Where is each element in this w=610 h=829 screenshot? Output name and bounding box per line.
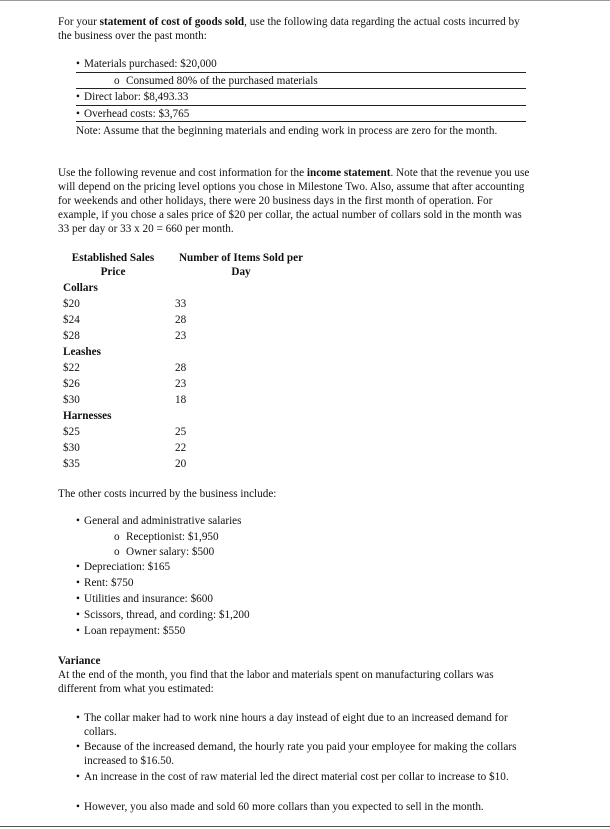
- variance-item-text: However, you also made and sold 60 more collars than you expected to sell in the month.: [84, 801, 484, 813]
- qty-cell: 20: [175, 458, 187, 470]
- income-text-1: Use the following revenue and cost information for the: [58, 167, 307, 179]
- depreciation-text: Depreciation: $165: [84, 561, 171, 573]
- income-bold: income statement: [306, 167, 391, 179]
- price-cell: $20: [63, 298, 80, 310]
- price-cell: $25: [63, 426, 80, 438]
- income-text-2: . Note that the revenue you use will depend on the pricing level options you chose in Milestone Two. Also, assume that after accounting for weekends and other holidays, there were 20 business days in the first month of operation. For example, if you chose a sales price of $20 per collar, the actual number of collars sold in the month was 33 per day or 33 x 20 = 660 per month.: [58, 167, 530, 235]
- bullet-overhead: • Overhead costs: $3,765: [76, 108, 190, 120]
- header-items-sold: Number of Items Sold per Day: [178, 252, 304, 278]
- qty-cell: 23: [175, 330, 187, 342]
- note-text: Note: Assume that the beginning materials and ending work in process are zero for the month.: [76, 125, 498, 137]
- variance-item-text: An increase in the cost of raw material led the direct material cost per collar to increase to $10.: [84, 771, 509, 783]
- variance-item-text: The collar maker had to work nine hours a day instead of eight due to an increased demand for collars.: [84, 712, 508, 738]
- price-cell: $24: [63, 314, 80, 326]
- loan-text: Loan repayment: $550: [84, 625, 186, 637]
- bullet-loan: • Loan repayment: $550: [76, 625, 186, 637]
- bullet-depreciation: • Depreciation: $165: [76, 561, 171, 573]
- owner-text: Owner salary: $500: [126, 546, 215, 558]
- price-cell: $28: [63, 330, 80, 342]
- price-cell: $22: [63, 362, 80, 374]
- variance-item-text: Because of the increased demand, the hourly rate you paid your employee for making the collars increased to $16.50.: [84, 741, 517, 767]
- materials-text: Materials purchased: $20,000: [84, 58, 217, 70]
- price-cell: $26: [63, 378, 80, 390]
- overhead-text: Overhead costs: $3,765: [84, 108, 190, 120]
- sub-bullet-receptionist: o Receptionist: $1,950: [114, 531, 219, 543]
- group-harnesses: Harnesses: [63, 410, 112, 422]
- variance-heading: Variance: [58, 655, 101, 667]
- bullet-utilities: • Utilities and insurance: $600: [76, 593, 213, 605]
- qty-cell: 28: [175, 362, 187, 374]
- qty-cell: 23: [175, 378, 187, 390]
- divider-line: [76, 105, 526, 106]
- qty-cell: 25: [175, 426, 187, 438]
- bullet-rent: • Rent: $750: [76, 577, 134, 589]
- bullet-salaries: • General and administrative salaries: [76, 515, 242, 527]
- divider-line: [76, 72, 526, 73]
- document-page: For your statement of cost of goods sold, use the following data regarding the actual costs incurred by the business over the past month: • Materials purchased: $20,000 o Consumed 80% of the purchased materials • Direct labor: $8,493.33 • Overhead costs: $3,765 Note: Assume that the beginning materials and ending work in process are zero for the month. Use the following revenue and cost information for the income statement. Note that the revenue you use will depend on the pricing level options you chose in Milestone Two. Also, assume that after accounting for weekends and other holidays, there were 20 business days in the first month of operation. For example, if you chose a sales price of $20 per collar, the actual number of collars sold in the month was 33 per day or 33 x 20 = 660 per month. Established Sales Price Number of Items Sold per Day Collars $20 33 $24 28 $28 23 Leashes $22 28 $26 23 $30 18 Harnesses $25 25 $30 22 $35 20 The other costs incurred by the business include: • General and administrative salaries o Receptionist: $1,950 o Owner salary: $500 • Depreciation: $165 • Rent: $750 • Utilities and insurance: $600 • Scissors, thread, and cording: $1,200 • Loan repayment: $550 Variance At the end of the month, you find that the labor and materials spent on manufacturing collars was different from what you estimated: • The collar maker had to work nine hours a day instead of eight due to an increased demand for collars. • Because of the increased demand, the hourly rate you paid your employee for making the collars increased to $16.50. • An increase in the cost of raw material led the direct material cost per collar to increase to $10. • However, you also made and sold 60 more collars than you expected to sell in the month.: [0, 0, 610, 829]
- price-cell: $30: [63, 394, 80, 406]
- group-leashes: Leashes: [63, 346, 101, 358]
- variance-intro: At the end of the month, you find that the labor and materials spent on manufacturing collars was different from what you estimated:: [58, 669, 494, 695]
- price-cell: $35: [63, 458, 80, 470]
- sub-bullet-owner: o Owner salary: $500: [114, 546, 215, 558]
- bullet-scissors: • Scissors, thread, and cording: $1,200: [76, 609, 250, 621]
- bullet-labor: • Direct labor: $8,493.33: [76, 91, 189, 103]
- intro-bold: statement of cost of goods sold: [99, 16, 245, 28]
- receptionist-text: Receptionist: $1,950: [126, 531, 219, 543]
- qty-cell: 22: [175, 442, 187, 454]
- divider-line: [76, 88, 526, 89]
- salaries-text: General and administrative salaries: [84, 515, 242, 527]
- divider-line: [76, 121, 526, 122]
- group-collars: Collars: [63, 282, 98, 294]
- page-top-border: [0, 0, 610, 1]
- qty-cell: 28: [175, 314, 187, 326]
- sub-bullet-consumed: o Consumed 80% of the purchased materials: [114, 75, 318, 87]
- utilities-text: Utilities and insurance: $600: [84, 593, 213, 605]
- income-paragraph: [58, 166, 530, 236]
- scissors-text: Scissors, thread, and cording: $1,200: [84, 609, 250, 621]
- intro-text-2: , use the following data regarding the actual costs incurred by the business over the past month:: [58, 16, 520, 42]
- price-cell: $30: [63, 442, 80, 454]
- labor-text: Direct labor: $8,493.33: [84, 91, 189, 103]
- page-bottom-border: [0, 826, 610, 827]
- qty-cell: 18: [175, 394, 187, 406]
- intro-paragraph: [58, 15, 528, 43]
- qty-cell: 33: [175, 298, 187, 310]
- intro-text-1: For your: [58, 16, 100, 28]
- other-costs-intro: The other costs incurred by the business include:: [58, 488, 277, 500]
- bullet-materials: • Materials purchased: $20,000: [76, 58, 217, 70]
- rent-text: Rent: $750: [84, 577, 134, 589]
- header-sales-price: Established Sales Price: [71, 252, 155, 278]
- consumed-text: Consumed 80% of the purchased materials: [126, 75, 318, 87]
